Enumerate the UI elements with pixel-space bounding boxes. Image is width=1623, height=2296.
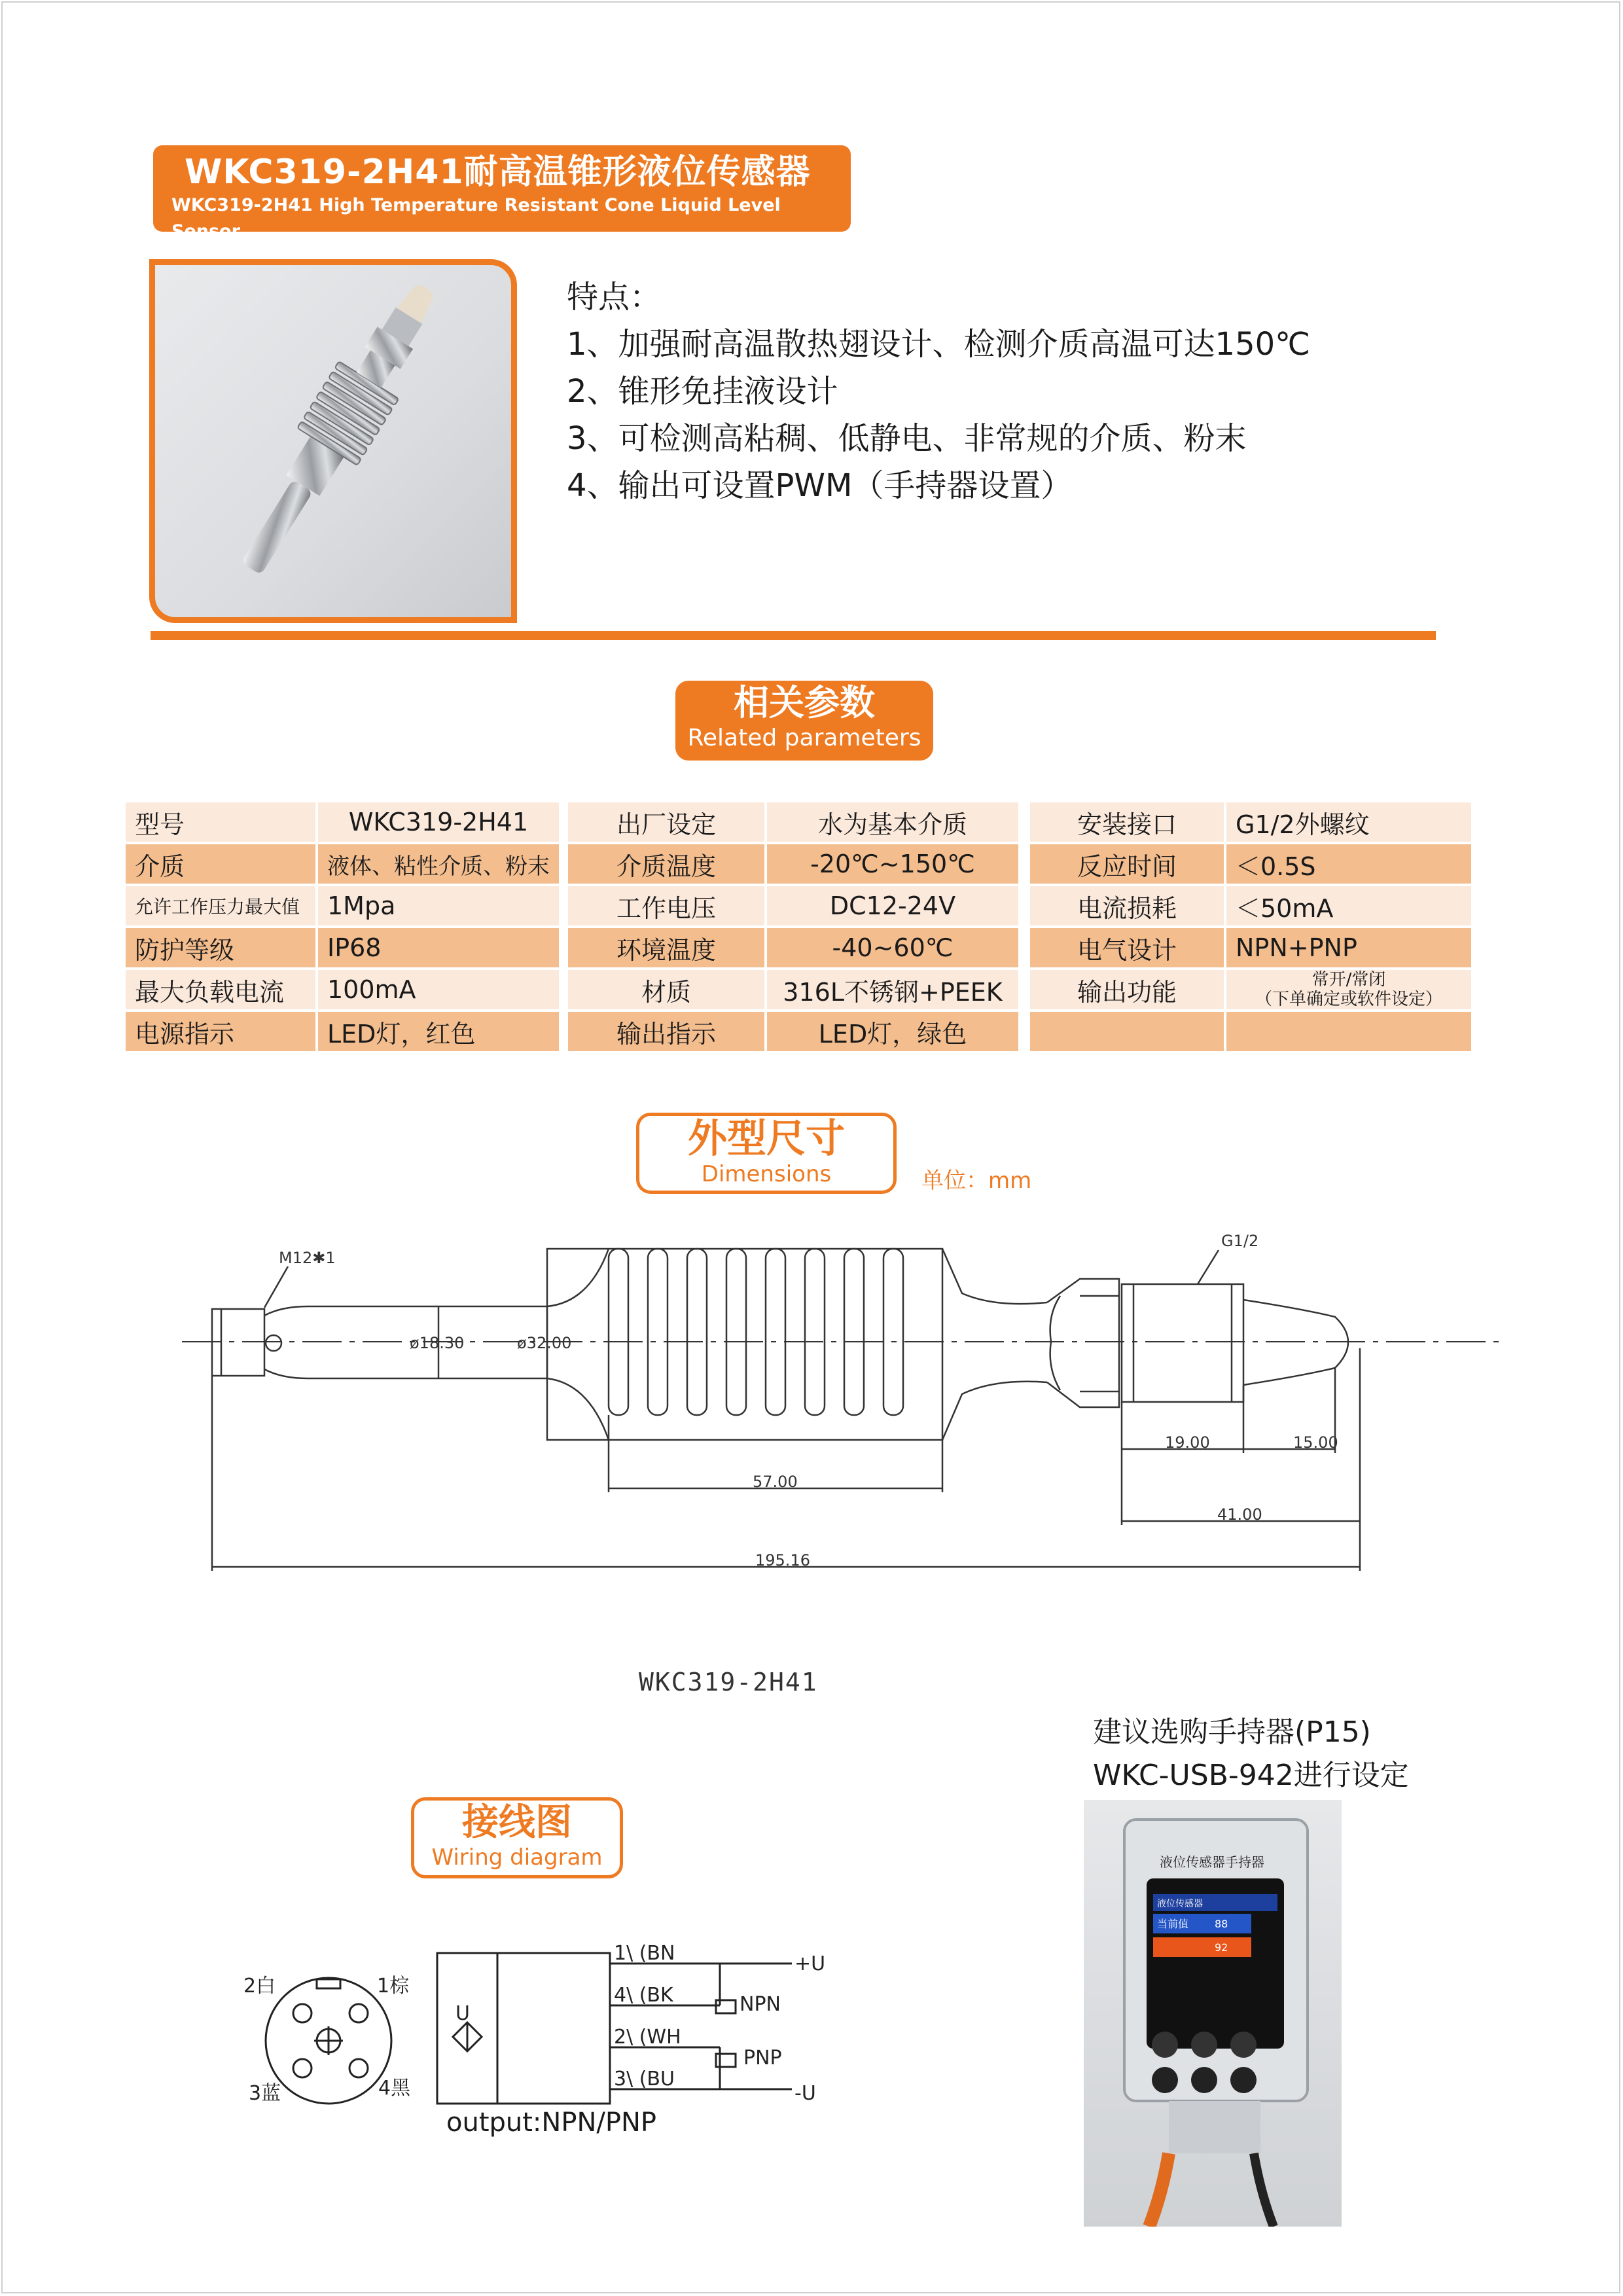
param-value: 液体、粘性介质、粉末 (318, 844, 559, 884)
table-row (568, 970, 1018, 1009)
output-function-line1: 常开/常闭 (1311, 970, 1386, 990)
param-label (1030, 1012, 1224, 1051)
features-list (567, 274, 1310, 509)
param-value: ＜50mA (1226, 886, 1471, 925)
param-label: 防护等级 (126, 928, 315, 967)
wire-1-label: 1\ (BN (614, 1942, 675, 1965)
param-label: 输出功能 (1030, 970, 1224, 1009)
table-row (568, 802, 1018, 842)
table-row (126, 802, 559, 842)
section-divider (151, 631, 1436, 640)
table-row (126, 886, 559, 925)
handheld-device-image (1084, 1800, 1342, 2227)
page-title: WKC319-2H41耐高温锥形液位传感器 (185, 152, 811, 192)
dim-total: 195.16 (755, 1551, 810, 1570)
wire-3-label: 3\ (BU (614, 2068, 675, 2090)
feature-item: 3、可检测高粘稠、低静电、非常规的介质、粉末 (567, 420, 1247, 457)
params-section-subtitle: Related parameters (687, 725, 921, 751)
param-label: 允许工作压力最大值 (126, 886, 315, 925)
device-label: 液位传感器手持器 (1160, 1854, 1264, 1870)
params-table-right (1027, 800, 1474, 1054)
table-row (126, 844, 559, 884)
sensor-u-label: U (455, 2002, 470, 2025)
dimension-drawing (0, 1230, 1623, 1584)
param-value (1226, 1012, 1471, 1051)
device-row1-value: 88 (1215, 1918, 1228, 1930)
param-label: 电气设计 (1030, 928, 1224, 967)
table-row (568, 1012, 1018, 1051)
unit-label: 单位：mm (921, 1168, 1032, 1194)
wire-2-label: 2\ (WH (614, 2026, 681, 2049)
handheld-device-photo (1084, 1800, 1342, 2227)
wiring-section-badge (411, 1797, 623, 1878)
dimensions-section-badge (636, 1113, 897, 1194)
table-row (568, 886, 1018, 925)
param-value: -40~60℃ (767, 928, 1018, 967)
dim-41: 41.00 (1217, 1505, 1262, 1524)
g-thread-label: G1/2 (1221, 1232, 1259, 1250)
param-value: DC12-24V (767, 886, 1018, 925)
features-heading: 特点： (567, 279, 662, 315)
device-screen-title: 液位传感器 (1157, 1899, 1203, 1909)
param-value: 100mA (318, 970, 559, 1009)
param-label: 输出指示 (568, 1012, 764, 1051)
param-label: 反应时间 (1030, 844, 1224, 884)
drawing-model-caption: WKC319-2H41 (639, 1668, 818, 1696)
pin2-label: 2白 (243, 1975, 276, 1998)
param-value: LED灯，红色 (318, 1012, 559, 1051)
params-section-badge (675, 681, 933, 761)
wire-4-label: 4\ (BK (614, 1984, 673, 2007)
table-row (1030, 802, 1471, 842)
diameter-label-1: ø18.30 (410, 1334, 465, 1352)
param-label: 环境温度 (568, 928, 764, 967)
param-label: 介质 (126, 844, 315, 884)
param-value: 316L不锈钢+PEEK (767, 970, 1018, 1009)
pin4-label: 4黑 (378, 2077, 411, 2100)
dim-15: 15.00 (1293, 1433, 1338, 1452)
wiring-diagram (0, 1937, 916, 2108)
wiring-section-title: 接线图 (462, 1801, 572, 1844)
param-value: G1/2外螺纹 (1226, 802, 1471, 842)
table-row (1030, 844, 1471, 884)
pin1-label: 1棕 (377, 1975, 410, 1998)
param-value: 水为基本介质 (767, 802, 1018, 842)
device-row2-value: 92 (1215, 1941, 1228, 1954)
param-label: 安装接口 (1030, 802, 1224, 842)
param-label: 最大负载电流 (126, 970, 315, 1009)
output-type-text: output:NPN/PNP (446, 2108, 657, 2138)
param-value: NPN+PNP (1226, 928, 1471, 967)
handheld-suggestion (1093, 1711, 1409, 1797)
pnp-label: PNP (743, 2047, 782, 2070)
table-row (126, 1012, 559, 1051)
table-row (568, 928, 1018, 967)
suggestion-line-2: WKC-USB-942进行设定 (1093, 1759, 1409, 1792)
dim-57: 57.00 (753, 1473, 798, 1491)
output-function-line2: （下单确定或软件设定） (1255, 990, 1442, 1009)
pin3-label: 3蓝 (249, 2082, 281, 2105)
param-label: 材质 (568, 970, 764, 1009)
param-value: ＜0.5S (1226, 844, 1471, 884)
param-value: -20℃~150℃ (767, 844, 1018, 884)
product-photo (149, 259, 517, 623)
feature-item: 1、加强耐高温散热翅设计、检测介质高温可达150℃ (567, 326, 1311, 363)
param-label: 出厂设定 (568, 802, 764, 842)
thread-label: M12✱1 (279, 1249, 336, 1267)
diameter-label-2: ø32.00 (517, 1334, 572, 1352)
table-row (1030, 970, 1471, 1009)
table-row (568, 844, 1018, 884)
dimensions-section-title: 外型尺寸 (688, 1116, 845, 1162)
param-value: 1Mpa (318, 886, 559, 925)
table-row (1030, 928, 1471, 967)
params-table-left (123, 800, 562, 1054)
page-subtitle: WKC319-2H41 High Temperature Resistant Cone Liquid Level Sensor (171, 195, 781, 242)
suggestion-line-1: 建议选购手持器(P15) (1093, 1715, 1371, 1749)
dimensions-section-subtitle: Dimensions (701, 1161, 832, 1187)
npn-label: NPN (740, 1993, 781, 2016)
device-row1-label: 当前值 (1157, 1918, 1189, 1930)
params-section-title: 相关参数 (734, 682, 875, 723)
param-value (1226, 970, 1471, 1009)
title-banner (153, 145, 851, 242)
param-label: 型号 (126, 802, 315, 842)
param-value: IP68 (318, 928, 559, 967)
table-row (126, 970, 559, 1009)
table-row (126, 928, 559, 967)
params-table-middle (565, 800, 1021, 1054)
param-label: 介质温度 (568, 844, 764, 884)
param-label: 工作电压 (568, 886, 764, 925)
dim-19: 19.00 (1165, 1433, 1210, 1452)
table-row (1030, 1012, 1471, 1051)
sensor-image (155, 265, 511, 617)
param-value: LED灯，绿色 (767, 1012, 1018, 1051)
param-value: WKC319-2H41 (318, 802, 559, 842)
wiring-section-subtitle: Wiring diagram (431, 1844, 603, 1871)
plus-u-label: +U (794, 1952, 826, 1975)
table-row (1030, 886, 1471, 925)
feature-item: 4、输出可设置PWM（手持器设置） (567, 467, 1073, 504)
feature-item: 2、锥形免挂液设计 (567, 373, 838, 410)
param-label: 电流损耗 (1030, 886, 1224, 925)
param-label: 电源指示 (126, 1012, 315, 1051)
minus-u-label: -U (794, 2082, 816, 2105)
